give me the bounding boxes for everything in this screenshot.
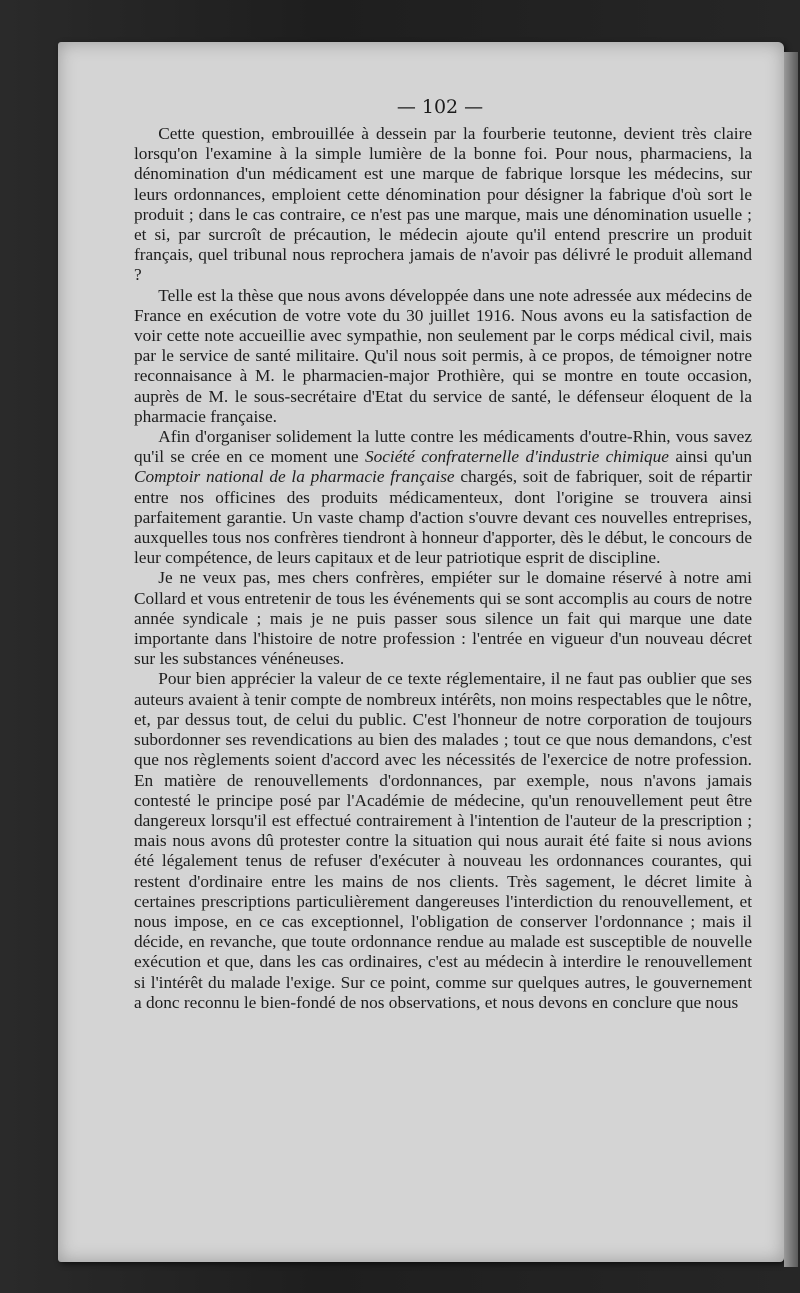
paragraph	[134, 568, 752, 669]
text-run: chargés, soit de fabriquer, soit de répartir entre nos officines des produits médicamenteux, dont l'origine se trouvera ainsi parfaitement garantie. Un vaste champ d'action s'ouvre devant ces nouvelles entreprises, auxquelles tous nos confrères tiendront à honneur d'apporter, dès le début, le concours de leur compétence, de leurs capitaux et de leur patriotique esprit de discipline.	[134, 467, 752, 568]
italic-org-name: Comptoir national de la pharmacie française	[134, 467, 455, 487]
paragraph	[134, 427, 752, 568]
page-number: — 102 —	[396, 96, 484, 118]
body-text	[134, 124, 752, 1013]
text-run: Telle est la thèse que nous avons développée dans une note adressée aux médecins de France en exécution de votre vote du 30 juillet 1916. Nous avons eu la satisfaction de voir cette note accueillie avec sympathie, non seulement par le corps médical civil, mais par le service de santé militaire. Qu'il nous soit permis, à ce propos, de témoigner notre reconnaisance à M. le pharmacien-major Prothière, qui se montre en toute occasion, auprès de M. le sous-secrétaire d'Etat du service de santé, le défenseur éloquent de la pharmacie française.	[134, 285, 752, 426]
paragraph	[134, 669, 752, 1012]
text-run: ainsi qu'un	[668, 447, 752, 467]
text-run: Je ne veux pas, mes chers confrères, empiéter sur le domaine réservé à notre ami Collard et vous entretenir de tous les événements qui se sont accomplis au cours de notre année syndicale ; mais je ne puis passer sous silence un fait qui marque une date importante dans l'histoire de notre profession : l'entrée en vigueur d'un nouveau décret sur les substances vénéneuses.	[134, 568, 752, 669]
paragraph	[134, 286, 752, 427]
text-run: Cette question, embrouillée à dessein par la fourberie teutonne, devient très claire lorsqu'on l'examine à la simple lumière de la bonne foi. Pour nous, pharmaciens, la dénomination d'un médicament est une marque de fabrique lorsque les médecins, sur leurs ordonnances, emploient cette dénomination pour désigner la fabrique d'où sort le produit ; dans le cas contraire, ce n'est pas une marque, mais une dénomination usuelle ; et si, par surcroît de précaution, le médecin ajoute qu'il entend prescrire un produit français, quel tribunal nous reprochera jamais de n'avoir pas délivré le produit allemand ?	[134, 124, 752, 285]
text-run: Pour bien apprécier la valeur de ce texte réglementaire, il ne faut pas oublier que ses auteurs avaient à tenir compte de nombreux intérêts, non moins respectables que le nôtre, et, par dessus tout, de celui du public. C'est l'honneur de notre corporation de toujours subordonner ses revendications au bien des malades ; tout ce que nous demandons, c'est que nos règlements soient d'accord avec les nécessités de l'exercice de notre profession. En matière de renouvellements d'ordonnances, par exemple, nous n'avons jamais contesté le principe posé par l'Académie de médecine, qu'un renouvellement peut être dangereux lorsqu'il est effectué contrairement à l'intention de l'auteur de la prescription ; mais nous avons dû protester contre la situation qui nous aurait été faite si nous avions été légalement tenus de refuser d'exécuter à nouveau les ordonnances courantes, qui restent d'ordinaire entre les mains de nos clients. Très sagement, le décret limite à certaines prescriptions particulièrement dangereuses l'interdiction du renouvellement, et nous impose, en ce cas exceptionnel, l'obligation de conserver l'ordonnance ; mais il décide, en revanche, que toute ordonnance rendue au malade est susceptible de nouvelle exécution et que, dans les cas ordinaires, c'est au médecin à interdire le renouvellement si l'intérêt du malade l'exige. Sur ce point, comme sur quelques autres, le gouvernement a donc reconnu le bien-fondé de nos observations, et nous devons en conclure que nous	[134, 669, 752, 1012]
paragraph	[134, 124, 752, 286]
text-run: Afin d'organiser solidement la lutte contre les médicaments d'outre-Rhin, vous savez qu'il se crée en ce moment une	[134, 427, 752, 467]
page-edge	[784, 52, 798, 1267]
italic-org-name: Société confraternelle d'industrie chimique	[364, 447, 669, 467]
